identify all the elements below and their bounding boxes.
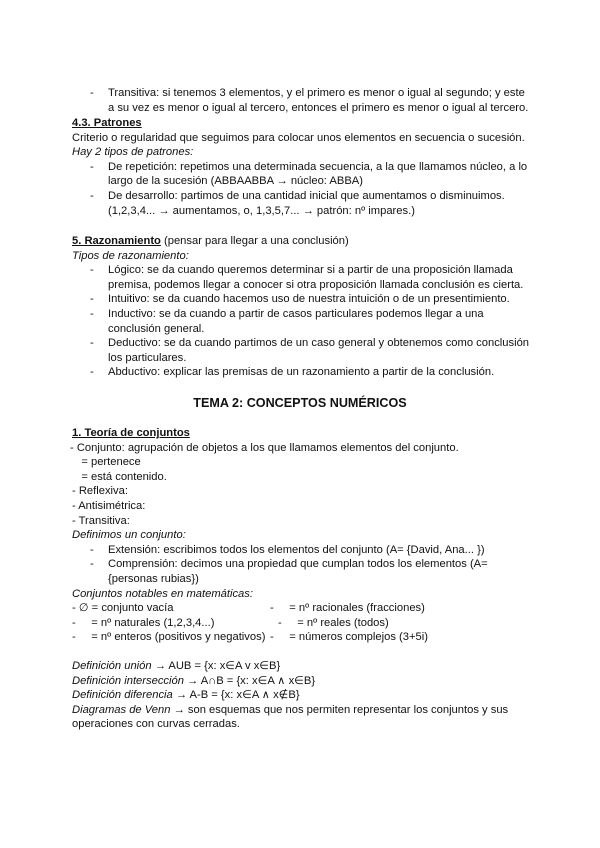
transitiva-bullet [72, 86, 542, 115]
bullet-dash: - [90, 366, 94, 379]
notables-row [72, 601, 542, 616]
item-line: Intuitivo: se da cuando hacemos uso de nuestra intuición o de un presentimiento. [108, 293, 510, 306]
definition-line [72, 659, 542, 674]
notables-row [72, 630, 542, 645]
bullet-dash: - [90, 558, 94, 571]
notable-left: - = nº enteros (positivos y negativos) [72, 631, 266, 644]
definition-text: → AUB = {x: x∈A v x∈B} [151, 660, 281, 672]
item-line: Extensión: escribimos todos los elementos del conjunto (A= {David, Ana... }) [108, 543, 485, 556]
item-line: De desarrollo: partimos de una cantidad inicial que aumentamos o disminuimos. [108, 189, 505, 202]
section-patrones [72, 116, 542, 218]
text-line: = pertenece [72, 456, 141, 469]
paragraph: Criterio o regularidad que seguimos para colocar unos elementos en secuencia o sucesión. [72, 131, 525, 144]
list-item [72, 189, 542, 218]
bullet-dash: - [90, 189, 94, 202]
definition-text: → A-B = {x: x∈A ∧ x∉B} [172, 689, 300, 702]
item-line: {personas rubias}) [108, 572, 199, 585]
bullet-dash: - [90, 307, 94, 320]
list-item [72, 365, 542, 380]
heading-text: 5. Razonamiento [72, 235, 161, 247]
item-line: largo de la sucesión (ABBAABBA → núcleo: ABBA) [108, 175, 363, 188]
bullet-dash: - [90, 543, 94, 556]
item-line: Lógico: se da cuando queremos determinar si a partir de una proposición llamada [108, 264, 513, 277]
list-item [72, 292, 542, 307]
list-item [72, 543, 542, 558]
definition-label: Diagramas de Venn [72, 703, 171, 716]
definition-label: Definición unión [72, 660, 152, 672]
section-heading: 4.3. Patrones [72, 117, 142, 129]
bullet-line: a su vez es menor o igual al tercero, entonces el primero es menor o igual al tercero. [108, 101, 529, 114]
text-line: - Transitiva: [72, 514, 130, 527]
notable-left: - ∅ = conjunto vacía [72, 602, 174, 615]
bullet-dash: - [90, 264, 94, 277]
text-line: - Conjunto: agrupación de objetos a los que llamamos elementos del conjunto. [70, 441, 459, 454]
definition-line [72, 674, 542, 689]
item-line: premisa, podemos llegar a conocer si otra proposición llamada conclusión es cierta. [108, 278, 524, 291]
notables-row [72, 616, 542, 631]
definiciones [72, 659, 542, 732]
bullet-dash: - [90, 293, 94, 306]
section-razonamiento [72, 234, 542, 380]
definition-line: operaciones con curvas cerradas. [72, 718, 240, 731]
bullet-dash: - [90, 337, 94, 350]
section-heading [72, 234, 542, 249]
item-line: (1,2,3,4... → aumentamos, o, 1,3,5,7... → patrón: nº impares.) [108, 204, 415, 217]
sublabel: Conjuntos notables en matemáticas: [72, 587, 253, 600]
section-conjuntos [72, 426, 542, 645]
bullet-dash: - [90, 160, 94, 173]
bullet-dash: - [90, 87, 94, 99]
sublabel: Hay 2 tipos de patrones: [72, 146, 194, 159]
item-line: conclusión general. [108, 322, 205, 335]
sublabel: Tipos de razonamiento: [72, 249, 189, 262]
heading-note: (pensar para llegar a una conclusión) [160, 235, 349, 247]
notable-right: - = números complejos (3+5i) [270, 631, 428, 644]
section-heading: 1. Teoría de conjuntos [72, 427, 190, 439]
definition-line [72, 688, 542, 703]
item-line: Inductivo: se da cuando a partir de casos particulares podemos llegar a una [108, 307, 484, 320]
item-line: los particulares. [108, 351, 187, 364]
definition-line [72, 703, 542, 718]
definition-label: Definición intersección [72, 674, 184, 687]
item-line: Comprensión: decimos una propiedad que cumplan todos los elementos (A= [108, 558, 488, 571]
text-line: - Reflexiva: [72, 485, 128, 498]
definition-label: Definición diferencia [72, 689, 173, 702]
list-item [72, 336, 542, 365]
bullet-line: Transitiva: si tenemos 3 elementos, y el primero es menor o igual al segundo; y este [108, 87, 525, 99]
notable-right: - = nº reales (todos) [278, 616, 389, 629]
list-item [72, 307, 542, 336]
chapter-title: TEMA 2: CONCEPTOS NUMÉRICOS [193, 396, 407, 410]
notable-right: - = nº racionales (fracciones) [270, 602, 425, 615]
text-line: - Antisimétrica: [72, 499, 146, 512]
item-line: Deductivo: se da cuando partimos de un caso general y obtenemos como conclusión [108, 337, 530, 350]
list-item [72, 160, 542, 189]
list-item [72, 557, 542, 586]
text-line: = está contenido. [72, 470, 167, 483]
definition-text: → A∩B = {x: x∈A ∧ x∈B} [183, 674, 316, 687]
notable-left: - = nº naturales (1,2,3,4...) [72, 616, 215, 629]
item-line: De repetición: repetimos una determinada secuencia, a la que llamamos núcleo, a lo [108, 160, 528, 173]
list-item [72, 263, 542, 292]
definition-text: → son esquemas que nos permiten representar los conjuntos y sus [170, 703, 509, 716]
item-line: Abductivo: explicar las premisas de un razonamiento a partir de la conclusión. [108, 366, 495, 379]
sublabel: Definimos un conjunto: [72, 529, 186, 542]
